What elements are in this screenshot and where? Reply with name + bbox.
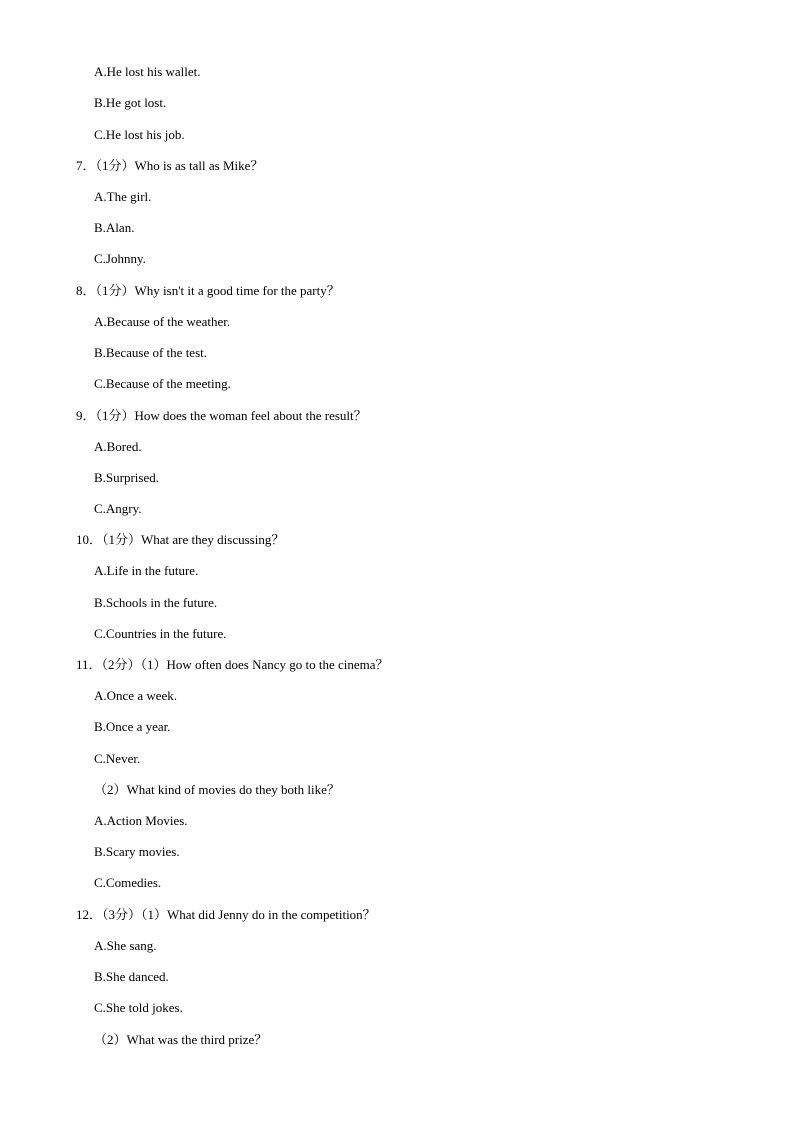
option-c: C.Comedies. (94, 875, 162, 890)
question-8: 8．（1分）Why isn't it a good time for the party？ (76, 283, 340, 298)
option-b: B.Alan. (94, 220, 135, 235)
option-c: C.Never. (94, 751, 141, 766)
option-a: A.She sang. (94, 938, 157, 953)
option-a: A.The girl. (94, 189, 152, 204)
sub-question-2: （2）What was the third prize？ (94, 1032, 268, 1047)
option-a: A.Life in the future. (94, 563, 199, 578)
option-c: C.Because of the meeting. (94, 376, 231, 391)
option-b: B.She danced. (94, 969, 169, 984)
option-a: A.Once a week. (94, 688, 178, 703)
option-b: B.Surprised. (94, 470, 159, 485)
option-a: A.Bored. (94, 439, 142, 454)
option-c: C.He lost his job. (94, 127, 185, 142)
question-12: 12．（3分）（1）What did Jenny do in the competition？ (76, 907, 376, 922)
option-a: A.Because of the weather. (94, 314, 231, 329)
question-11: 11．（2分）（1）How often does Nancy go to the cinema？ (76, 657, 389, 672)
option-a: A.Action Movies. (94, 813, 188, 828)
option-b: B.Once a year. (94, 719, 171, 734)
option-c: C.She told jokes. (94, 1000, 183, 1015)
question-7: 7．（1分）Who is as tall as Mike？ (76, 158, 264, 173)
question-9: 9．（1分）How does the woman feel about the result？ (76, 408, 367, 423)
option-a: A.He lost his wallet. (94, 64, 201, 79)
option-b: B.Scary movies. (94, 844, 180, 859)
option-b: B.Because of the test. (94, 345, 207, 360)
question-10: 10．（1分）What are they discussing？ (76, 532, 285, 547)
option-c: C.Johnny. (94, 251, 146, 266)
option-b: B.Schools in the future. (94, 595, 218, 610)
option-c: C.Countries in the future. (94, 626, 227, 641)
sub-question-2: （2）What kind of movies do they both like？ (94, 782, 340, 797)
option-c: C.Angry. (94, 501, 142, 516)
option-b: B.He got lost. (94, 95, 167, 110)
